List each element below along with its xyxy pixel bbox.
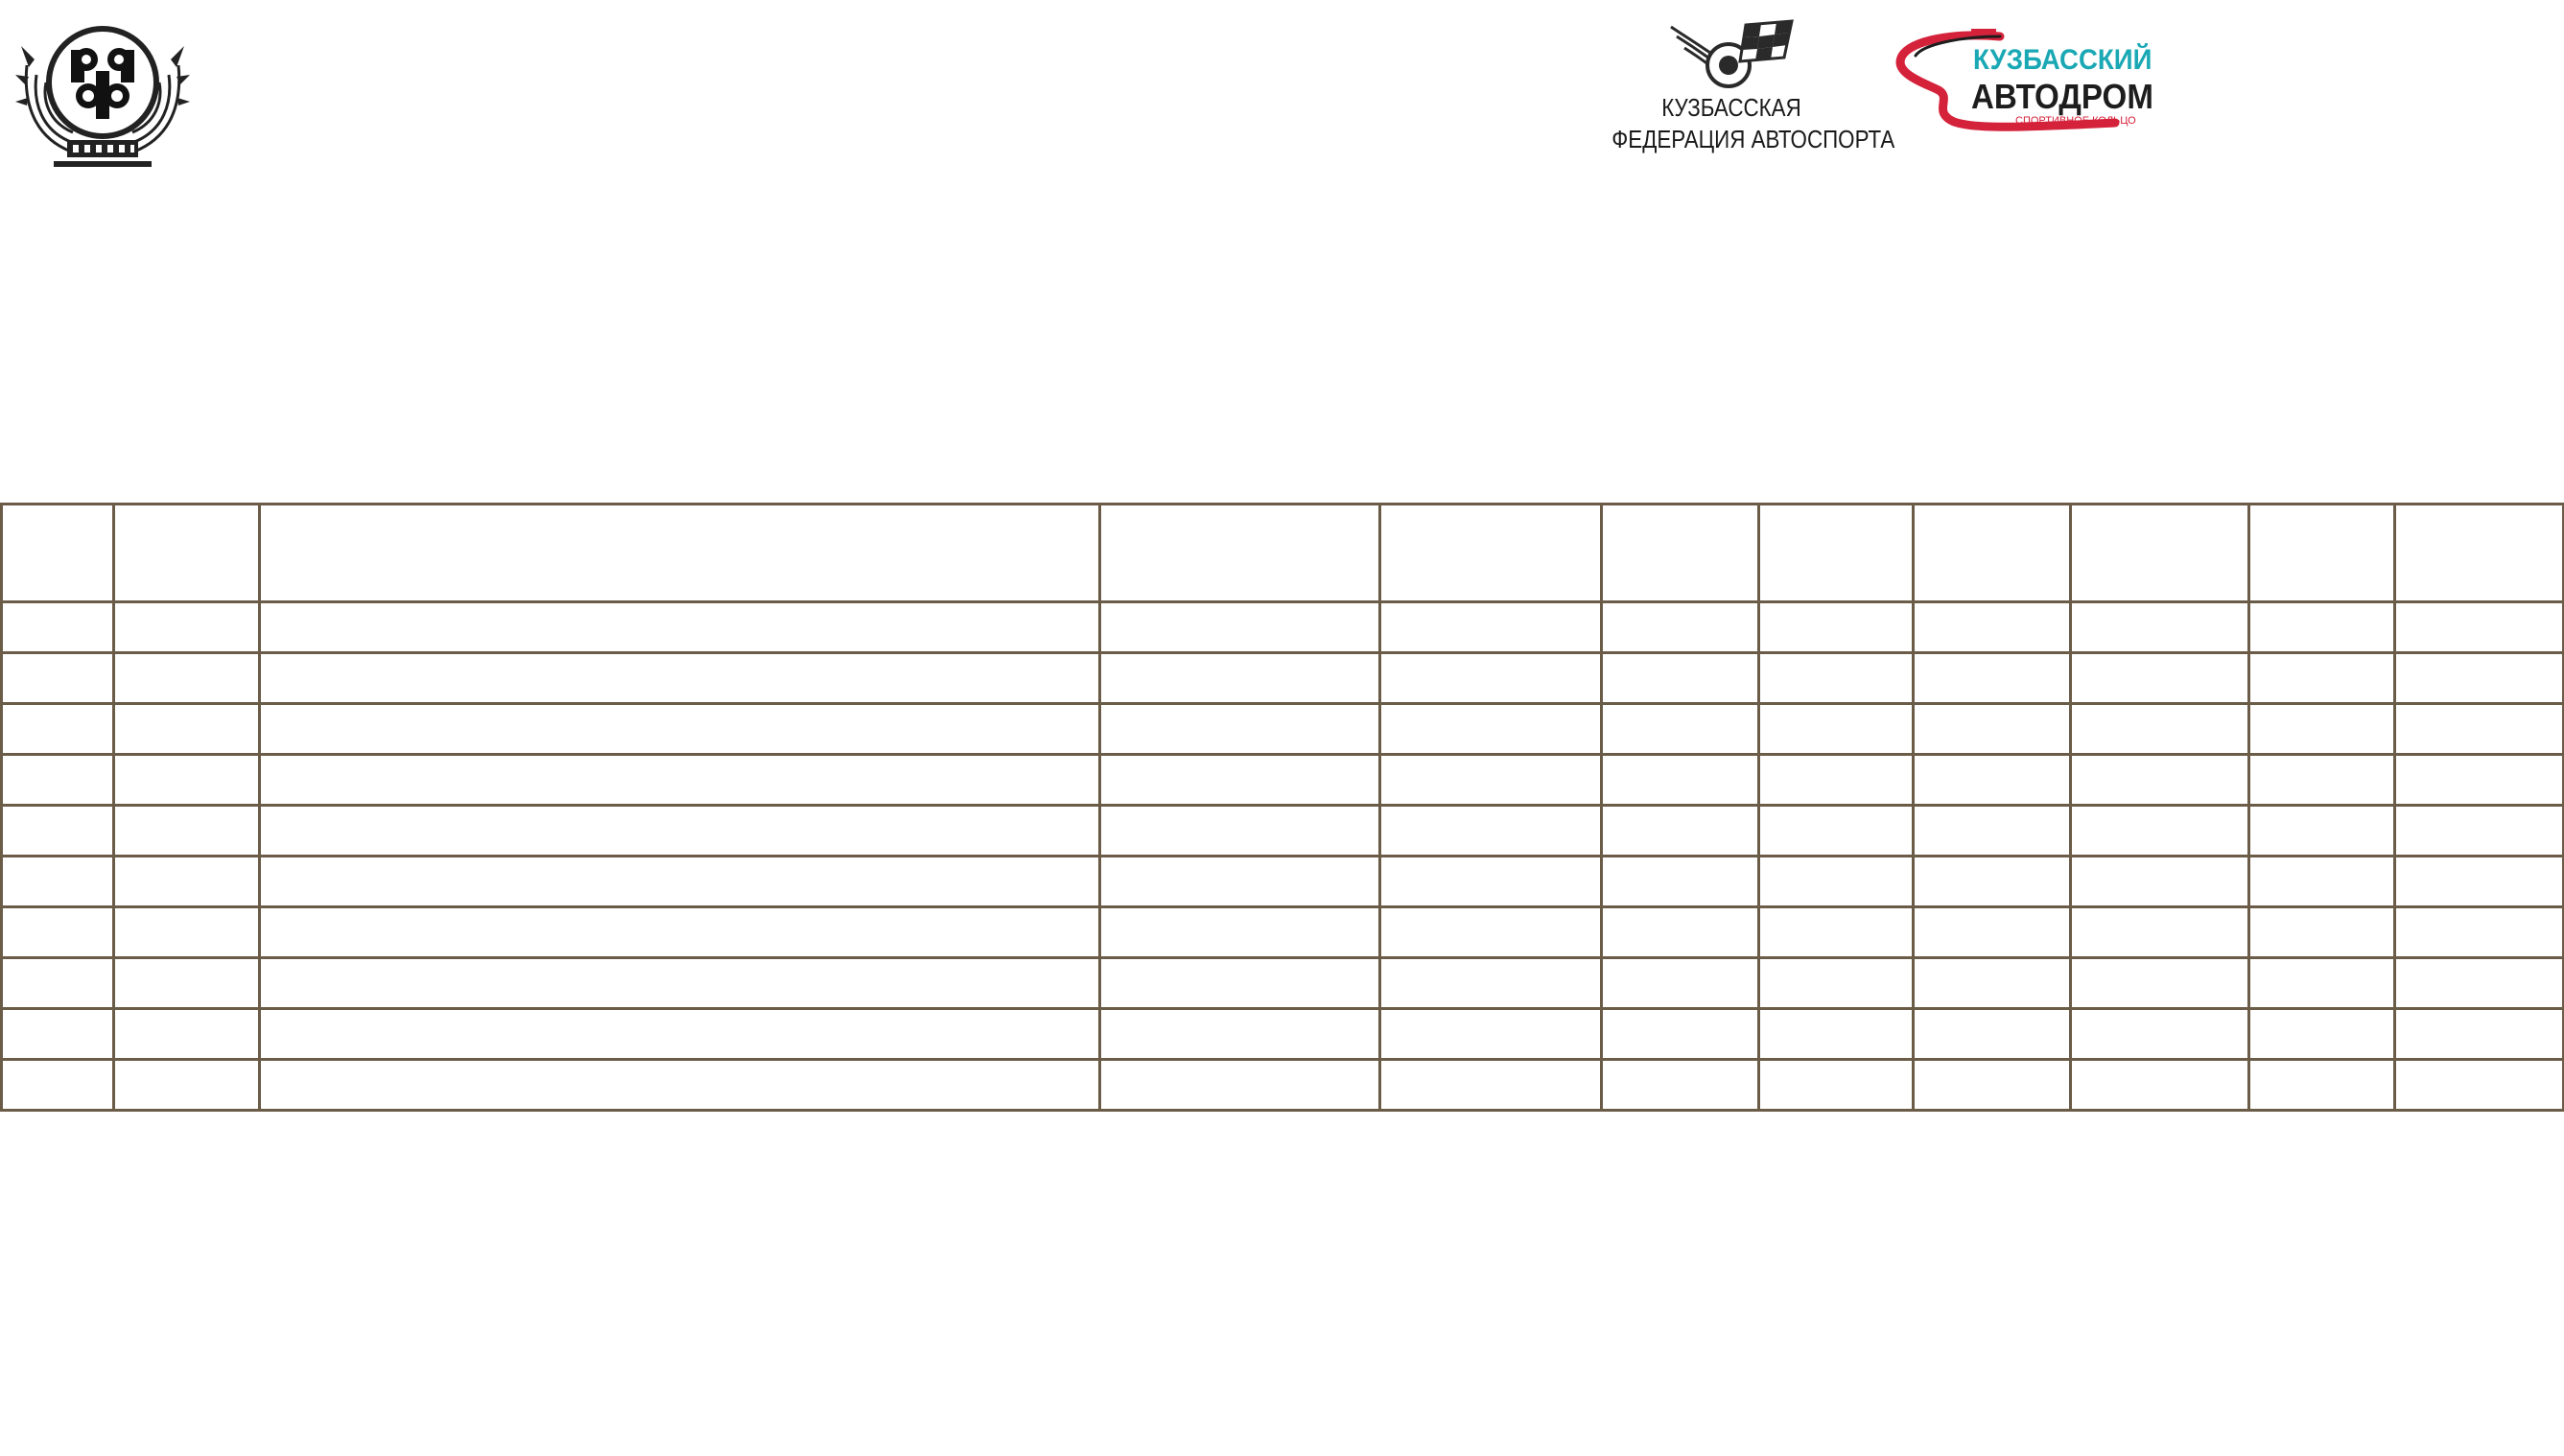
table-cell (1602, 755, 1759, 806)
table-cell (2071, 1009, 2249, 1060)
table-cell (2071, 755, 2249, 806)
table-cell (260, 1060, 1100, 1111)
table-cell (2249, 907, 2395, 958)
table-cell (2, 653, 114, 704)
kuzbass-autodrom-logo (1894, 27, 2153, 142)
table-cell (1914, 806, 2071, 857)
table-cell (1602, 602, 1759, 653)
table-cell (2395, 602, 2564, 653)
kuzbass-autosport-federation-logo (1592, 19, 1895, 159)
table-cell (2249, 857, 2395, 907)
table-cell (2395, 958, 2564, 1009)
table-cell (114, 958, 260, 1009)
table-cell (2, 907, 114, 958)
table-cell (2, 1060, 114, 1111)
table-cell (2249, 1060, 2395, 1111)
table-cell (260, 907, 1100, 958)
table-header-cell (2071, 505, 2249, 602)
table-cell (1380, 755, 1602, 806)
table-cell (2395, 653, 2564, 704)
table-cell (1602, 1009, 1759, 1060)
table-cell (2249, 704, 2395, 755)
table-row (2, 755, 2564, 806)
table-cell (2249, 653, 2395, 704)
autodrom-line3: СПОРТИВНОЕ КОЛЬЦО (2015, 115, 2136, 127)
table-cell (2249, 1009, 2395, 1060)
table-cell (1914, 958, 2071, 1009)
table-cell (1100, 602, 1380, 653)
table-row (2, 806, 2564, 857)
table-cell (2, 1009, 114, 1060)
table-cell (1914, 755, 2071, 806)
table-cell (2395, 1009, 2564, 1060)
table-cell (1380, 806, 1602, 857)
table-cell (1759, 653, 1914, 704)
table-cell (1380, 907, 1602, 958)
table-cell (1100, 653, 1380, 704)
table-cell (1100, 857, 1380, 907)
table-cell (1914, 653, 2071, 704)
table-cell (1914, 907, 2071, 958)
table-cell (1914, 857, 2071, 907)
table-row (2, 602, 2564, 653)
table-cell (1100, 907, 1380, 958)
table-header-row (2, 505, 2564, 602)
table-cell (1759, 958, 1914, 1009)
table-cell (260, 602, 1100, 653)
table-cell (1100, 755, 1380, 806)
table-cell (2, 755, 114, 806)
table-cell (1380, 602, 1602, 653)
table-cell (2071, 602, 2249, 653)
table-header-cell (1602, 505, 1759, 602)
table-row (2, 653, 2564, 704)
table-row (2, 907, 2564, 958)
results-table (0, 503, 2564, 1112)
table-cell (1100, 806, 1380, 857)
table-cell (114, 1009, 260, 1060)
table-cell (1100, 1009, 1380, 1060)
table-cell (1602, 653, 1759, 704)
table-cell (2395, 806, 2564, 857)
table-cell (1759, 704, 1914, 755)
table-cell (1602, 857, 1759, 907)
winged-checkered-flag-icon (1665, 19, 1800, 90)
table-cell (114, 653, 260, 704)
table-cell (114, 755, 260, 806)
table-header-cell (1380, 505, 1602, 602)
table-cell (1914, 1009, 2071, 1060)
table-cell (114, 1060, 260, 1111)
table-cell (2, 806, 114, 857)
table-cell (1759, 1060, 1914, 1111)
table-cell (1914, 602, 2071, 653)
table-cell (1380, 857, 1602, 907)
raf-emblem-icon (15, 17, 190, 171)
table-cell (1759, 806, 1914, 857)
table-cell (2, 958, 114, 1009)
table-cell (260, 806, 1100, 857)
table-cell (2071, 806, 2249, 857)
table-cell (2071, 653, 2249, 704)
table-row (2, 704, 2564, 755)
table-cell (1602, 704, 1759, 755)
table-cell (2, 857, 114, 907)
table-cell (1380, 653, 1602, 704)
table-cell (1759, 602, 1914, 653)
table-cell (1759, 1009, 1914, 1060)
table-cell (2071, 704, 2249, 755)
table-cell (2249, 958, 2395, 1009)
table-header-cell (260, 505, 1100, 602)
kfa-line2: ФЕДЕРАЦИЯ АВТОСПОРТА (1611, 125, 1895, 153)
table-cell (2071, 1060, 2249, 1111)
table-cell (2071, 857, 2249, 907)
kfa-line1: КУЗБАССКАЯ (1661, 93, 1801, 122)
table-cell (2395, 857, 2564, 907)
table-cell (1759, 857, 1914, 907)
table-cell (2249, 806, 2395, 857)
table-cell (114, 857, 260, 907)
table-cell (1380, 1060, 1602, 1111)
table-header-cell (114, 505, 260, 602)
autodrom-line1: КУЗБАССКИЙ (1973, 44, 2152, 76)
table-row (2, 958, 2564, 1009)
table-header-cell (2, 505, 114, 602)
table-cell (260, 653, 1100, 704)
table-cell (1602, 806, 1759, 857)
table-cell (2395, 1060, 2564, 1111)
table-cell (2395, 907, 2564, 958)
table-cell (2395, 704, 2564, 755)
table-cell (1759, 755, 1914, 806)
table-row (2, 857, 2564, 907)
table-header-cell (1914, 505, 2071, 602)
table-header-cell (2249, 505, 2395, 602)
table-cell (260, 958, 1100, 1009)
table-header-cell (1100, 505, 1380, 602)
table-cell (2, 602, 114, 653)
table-cell (2071, 907, 2249, 958)
autodrom-line2: АВТОДРОМ (1971, 77, 2153, 116)
raf-emblem-logo (15, 17, 190, 171)
table-cell (114, 704, 260, 755)
table-row (2, 1060, 2564, 1111)
table-cell (114, 806, 260, 857)
table-cell (1100, 1060, 1380, 1111)
table-row (2, 1009, 2564, 1060)
table-cell (1602, 907, 1759, 958)
table-cell (1914, 704, 2071, 755)
table-cell (260, 755, 1100, 806)
table-cell (2395, 755, 2564, 806)
table-cell (1100, 958, 1380, 1009)
table-cell (1602, 1060, 1759, 1111)
table-cell (1100, 704, 1380, 755)
table-header-cell (2395, 505, 2564, 602)
table-cell (2249, 755, 2395, 806)
table-cell (260, 857, 1100, 907)
table-cell (1602, 958, 1759, 1009)
table-header-cell (1759, 505, 1914, 602)
table-cell (2249, 602, 2395, 653)
table-cell (114, 907, 260, 958)
table-cell (2, 704, 114, 755)
table-cell (114, 602, 260, 653)
table-cell (1380, 1009, 1602, 1060)
table-cell (1380, 704, 1602, 755)
table-cell (260, 704, 1100, 755)
table-cell (260, 1009, 1100, 1060)
table-cell (1380, 958, 1602, 1009)
table-cell (1914, 1060, 2071, 1111)
table-cell (1759, 907, 1914, 958)
table-cell (2071, 958, 2249, 1009)
